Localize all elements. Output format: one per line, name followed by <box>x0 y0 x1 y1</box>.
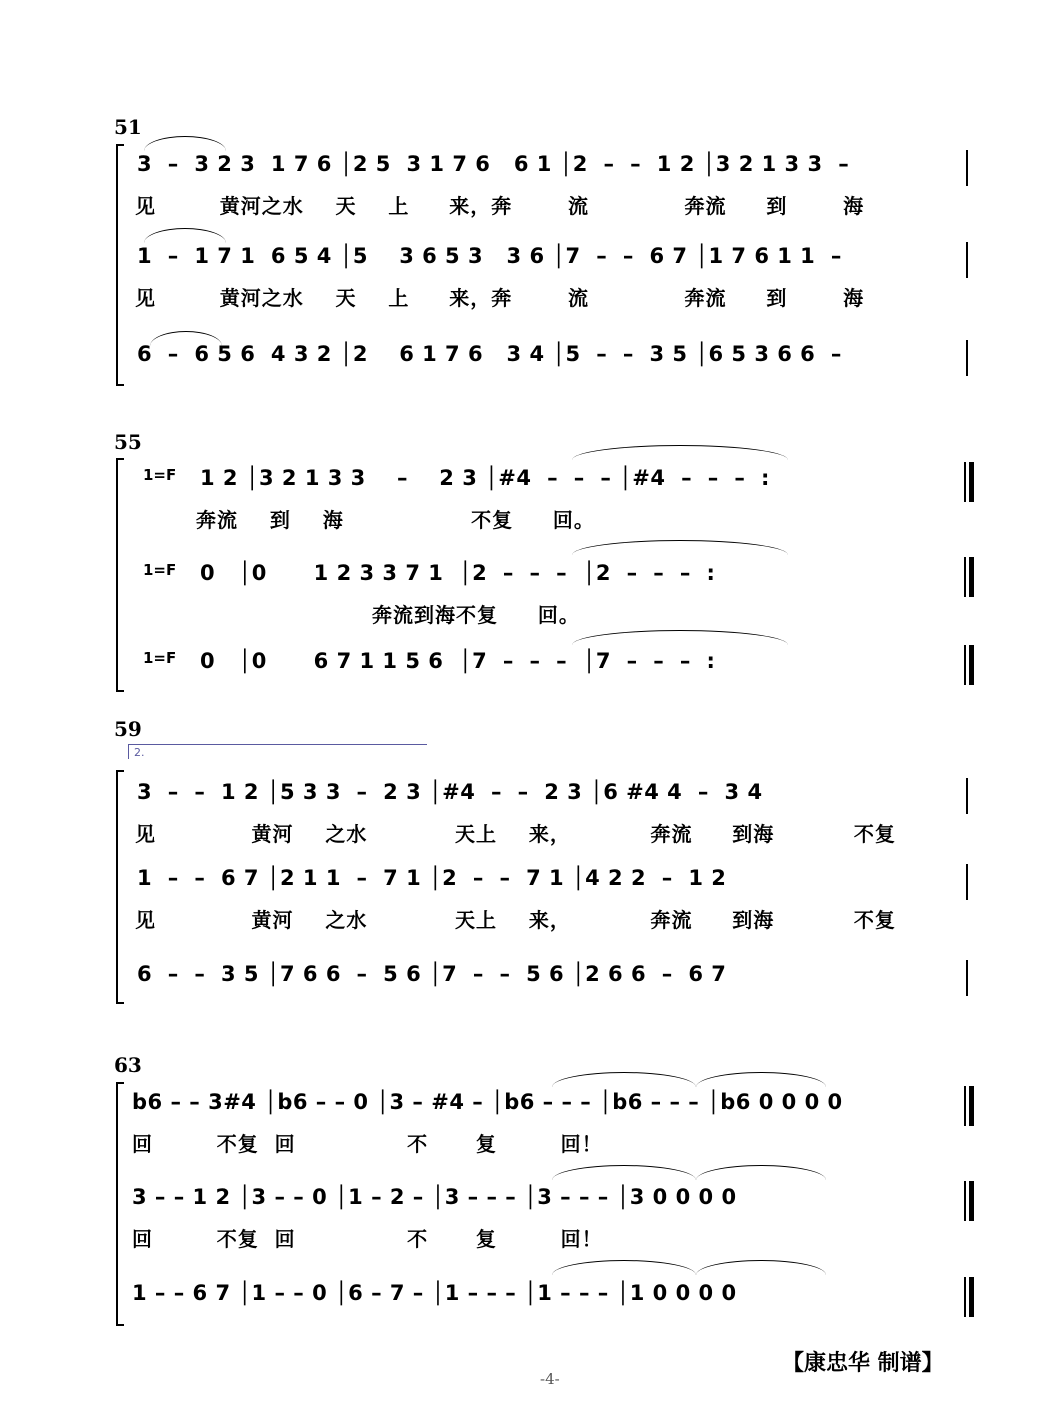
key-signature: 1=F <box>143 649 177 667</box>
slur <box>572 540 788 555</box>
staff-row-soprano <box>0 152 1063 186</box>
notation-alto: 0 │0 1 2 3 3 7 1 │2 – – – │2 – – – : <box>200 561 716 585</box>
repeat-barline <box>964 462 974 502</box>
final-barline <box>964 1181 974 1221</box>
lyric-row <box>0 282 1063 316</box>
lyrics-alto: 见 黄河 之水 天上 来， 奔流 到海 不复 <box>135 908 896 932</box>
barline <box>966 960 968 996</box>
lyrics-soprano: 见 黄河 之水 天上 来， 奔流 到海 不复 <box>135 822 896 846</box>
barline <box>966 864 968 900</box>
slur <box>572 445 788 460</box>
barline <box>966 340 968 376</box>
repeat-barline <box>964 557 974 597</box>
barline <box>966 242 968 278</box>
lyric-row <box>0 1128 1063 1162</box>
slur <box>696 1165 826 1180</box>
barline <box>966 778 968 814</box>
slur <box>552 1165 696 1180</box>
lyrics-soprano: 见 黄河之水 天 上 来，奔 流 奔流 到 海 <box>135 194 865 218</box>
notation-soprano: b6 – – 3#4 │b6 – – 0 │3 – #4 – │b6 – – – │b6 – – – │b6 0 0 0 0 <box>132 1090 843 1114</box>
measure-number: 63 <box>114 1053 142 1077</box>
lyric-row <box>0 904 1063 938</box>
slur <box>552 1260 696 1275</box>
page-number: -4- <box>540 1370 560 1388</box>
notation-alto: 1 – – 6 7 │2 1 1 – 7 1 │2 – – 7 1 │4 2 2 – 1 2 <box>137 866 727 890</box>
lyric-row <box>0 504 1063 538</box>
staff-row-bass <box>0 962 1063 996</box>
staff-row-bass <box>0 1281 1063 1315</box>
notation-alto: 3 – – 1 2 │3 – – 0 │1 – 2 – │3 – – – │3 – – – │3 0 0 0 0 <box>132 1185 737 1209</box>
lyrics-alto: 回 不复 回 不 复 回！ <box>132 1227 603 1251</box>
measure-number: 51 <box>114 115 142 139</box>
slur <box>144 228 226 243</box>
notation-bass: 6 – 6 5 6 4 3 2 │2 6 1 7 6 3 4 │5 – – 3 5 │6 5 3 6 6 – <box>137 342 842 366</box>
notation-bass: 6 – – 3 5 │7 6 6 – 5 6 │7 – – 5 6 │2 6 6 – 6 7 <box>137 962 727 986</box>
measure-number: 59 <box>114 717 142 741</box>
lyric-row <box>0 818 1063 852</box>
repeat-barline <box>964 645 974 685</box>
notation-soprano: 3 – – 1 2 │5 3 3 – 2 3 │#4 – – 2 3 │6 #4 4 – 3 4 <box>137 780 763 804</box>
lyric-row <box>0 1223 1063 1257</box>
key-signature: 1=F <box>143 561 177 579</box>
staff-row-alto <box>0 1185 1063 1219</box>
final-barline <box>964 1086 974 1126</box>
slur <box>552 1072 696 1087</box>
lyrics-alto: 见 黄河之水 天 上 来，奔 流 奔流 到 海 <box>135 286 865 310</box>
notation-bass: 1 – – 6 7 │1 – – 0 │6 – 7 – │1 – – – │1 – – – │1 0 0 0 0 <box>132 1281 737 1305</box>
slur <box>696 1260 826 1275</box>
notation-bass: 0 │0 6 7 1 1 5 6 │7 – – – │7 – – – : <box>200 649 716 673</box>
key-signature: 1=F <box>143 466 177 484</box>
staff-row-alto <box>0 244 1063 278</box>
lyrics-soprano: 回 不复 回 不 复 回！ <box>132 1132 603 1156</box>
maker-credit: 【康忠华 制谱】 <box>782 1350 944 1376</box>
slur <box>696 1072 826 1087</box>
staff-row-soprano <box>0 466 1063 500</box>
staff-row-alto <box>0 866 1063 900</box>
volta-label: 2. <box>134 746 145 759</box>
slur <box>144 136 226 151</box>
staff-row-soprano <box>0 780 1063 814</box>
staff-row-bass <box>0 342 1063 376</box>
barline <box>966 150 968 186</box>
final-barline <box>964 1277 974 1317</box>
lyrics-soprano: 奔流 到 海 不复 回。 <box>196 508 595 532</box>
staff-row-alto <box>0 561 1063 595</box>
volta-bracket <box>128 744 427 759</box>
notation-soprano: 1 2 │3 2 1 3 3 – 2 3 │#4 – – – │#4 – – – : <box>200 466 770 490</box>
lyric-row <box>0 599 1063 633</box>
notation-alto: 1 – 1 7 1 6 5 4 │5 3 6 5 3 3 6 │7 – – 6 7 │1 7 6 1 1 – <box>137 244 842 268</box>
notation-soprano: 3 – 3 2 3 1 7 6 │2 5 3 1 7 6 6 1 │2 – – 1 2 │3 2 1 3 3 – <box>137 152 850 176</box>
lyric-row <box>0 190 1063 224</box>
lyrics-alto: 奔流到海不复 回。 <box>372 603 580 627</box>
staff-row-bass <box>0 649 1063 683</box>
measure-number: 55 <box>114 430 142 454</box>
staff-row-soprano <box>0 1090 1063 1124</box>
